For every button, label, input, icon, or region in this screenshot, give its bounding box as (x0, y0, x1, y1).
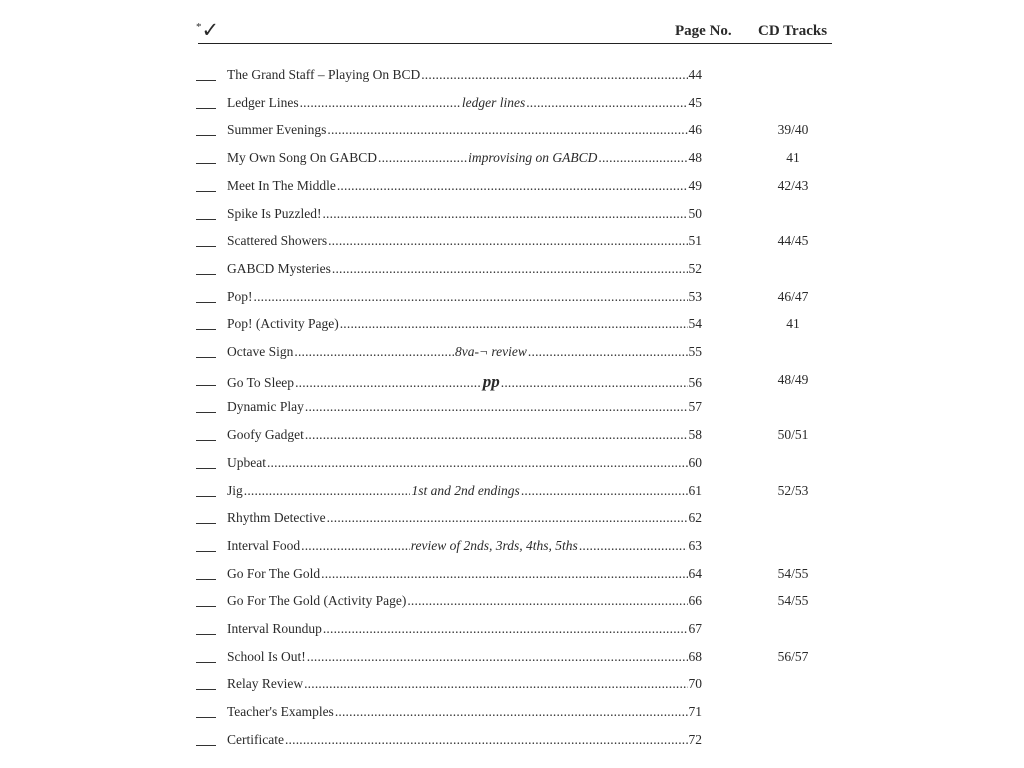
toc-entry-line (227, 122, 702, 138)
toc-entry-line (227, 316, 702, 332)
dot-leader (323, 621, 688, 637)
checkbox-blank-line (196, 302, 216, 303)
checkbox-blank-line (196, 523, 216, 524)
dot-leader (521, 483, 688, 499)
toc-title: Goofy Gadget (227, 427, 304, 442)
toc-row (196, 704, 816, 724)
dot-leader (528, 344, 688, 360)
cd-tracks-column-header: CD Tracks (758, 23, 828, 39)
header-rule (198, 43, 832, 44)
toc-entry-line (227, 67, 702, 83)
toc-page-number: 48 (688, 150, 702, 165)
toc-title: My Own Song On GABCD (227, 150, 378, 165)
dot-leader (305, 427, 688, 443)
toc-cd-track: 52/53 (777, 483, 809, 498)
toc-row (196, 261, 816, 281)
toc-entry-line (227, 150, 702, 166)
toc-row (196, 538, 816, 558)
checkmark-icon (196, 18, 219, 43)
toc-cd-track: 54/55 (777, 593, 809, 608)
toc-page-number: 49 (688, 178, 702, 193)
toc-row (196, 67, 816, 87)
toc-row (196, 372, 816, 392)
toc-row (196, 510, 816, 530)
dot-leader (327, 122, 687, 138)
toc-row (196, 122, 816, 142)
toc-page-number: 57 (688, 399, 702, 414)
toc-entry-line (227, 344, 702, 360)
toc-row (196, 593, 816, 613)
toc-cd-track: 41 (786, 316, 800, 331)
toc-entry-line (227, 510, 702, 526)
toc-row (196, 178, 816, 198)
toc-concept: 1st and 2nd endings (411, 483, 520, 498)
toc-page-number: 58 (688, 427, 702, 442)
toc-page-number: 63 (688, 538, 702, 553)
toc-row (196, 621, 816, 641)
dot-leader (301, 538, 410, 554)
checkbox-blank-line (196, 108, 216, 109)
toc-entry-line (227, 704, 702, 720)
checkbox-blank-line (196, 662, 216, 663)
dot-leader (321, 566, 687, 582)
dot-leader (421, 67, 687, 83)
toc-row (196, 316, 816, 336)
toc-title: Spike Is Puzzled! (227, 206, 322, 221)
toc-title: Go For The Gold (227, 566, 321, 581)
dot-leader (307, 649, 688, 665)
toc-page-number: 68 (688, 649, 702, 664)
toc-entry-line (227, 676, 702, 692)
toc-cd-track: 50/51 (777, 427, 809, 442)
toc-entry-line (227, 95, 702, 111)
toc-cd-track: 48/49 (777, 372, 809, 387)
toc-entry-line (227, 178, 702, 194)
checkbox-blank-line (196, 634, 216, 635)
toc-entry-line (227, 427, 702, 443)
dot-leader (244, 483, 411, 499)
toc-concept: improvising on GABCD (468, 150, 598, 165)
toc-entry-line (227, 372, 702, 392)
checkbox-blank-line (196, 689, 216, 690)
check-glyph: ✓ (201, 18, 220, 42)
checkbox-blank-line (196, 412, 216, 413)
toc-page-number: 67 (688, 621, 702, 636)
toc-page-number: 52 (688, 261, 702, 276)
dot-leader (267, 455, 688, 471)
toc-page-number: 45 (688, 95, 702, 110)
toc-row (196, 566, 816, 586)
dot-leader (285, 732, 688, 748)
toc-entry-line (227, 289, 702, 305)
dot-leader (327, 510, 688, 526)
toc-title: Jig (227, 483, 243, 498)
toc-entry-line (227, 455, 702, 471)
toc-title: Octave Sign (227, 344, 294, 359)
checkbox-blank-line (196, 80, 216, 81)
page-number-column-header: Page No. (675, 23, 732, 39)
checkbox-blank-line (196, 745, 216, 746)
toc-cd-track: 46/47 (777, 289, 809, 304)
toc-title: Interval Food (227, 538, 301, 553)
dot-leader (254, 289, 688, 305)
toc-entry-line (227, 206, 702, 222)
dot-leader (337, 178, 688, 194)
toc-page-number: 71 (688, 704, 702, 719)
toc-row (196, 399, 816, 419)
dot-leader (378, 150, 467, 166)
toc-concept: review of 2nds, 3rds, 4ths, 5ths (410, 538, 578, 553)
toc-page-number: 55 (688, 344, 702, 359)
toc-entry-line (227, 732, 702, 748)
toc-title: Interval Roundup (227, 621, 322, 636)
toc-entry-line (227, 483, 702, 499)
toc-title: Pop! (227, 289, 253, 304)
toc-page-number: 62 (688, 510, 702, 525)
dot-leader (598, 150, 687, 166)
toc-row (196, 95, 816, 115)
toc-title: Meet In The Middle (227, 178, 336, 193)
checkbox-blank-line (196, 191, 216, 192)
toc-title: Summer Evenings (227, 122, 327, 137)
toc-cd-track: 42/43 (777, 178, 809, 193)
toc-title: Upbeat (227, 455, 266, 470)
toc-page-number: 51 (688, 233, 702, 248)
checkbox-blank-line (196, 135, 216, 136)
toc-title: The Grand Staff – Playing On BCD (227, 67, 421, 82)
toc-title: Teacher's Examples (227, 704, 334, 719)
toc-title: Certificate (227, 732, 284, 747)
dot-leader (407, 593, 687, 609)
toc-cd-track: 54/55 (777, 566, 809, 581)
toc-row (196, 732, 816, 752)
toc-entry-line (227, 538, 702, 554)
toc-title: GABCD Mysteries (227, 261, 331, 276)
toc-row (196, 233, 816, 253)
toc-row (196, 206, 816, 226)
checkbox-blank-line (196, 717, 216, 718)
checkbox-blank-line (196, 163, 216, 164)
toc-entry-line (227, 621, 702, 637)
toc-title: Scattered Showers (227, 233, 328, 248)
toc-title: Pop! (Activity Page) (227, 316, 339, 331)
checkbox-blank-line (196, 440, 216, 441)
checkbox-blank-line (196, 219, 216, 220)
toc-cd-track: 56/57 (777, 649, 809, 664)
checkbox-blank-line (196, 385, 216, 386)
toc-entry-line (227, 399, 702, 415)
toc-title: School Is Out! (227, 649, 306, 664)
dot-leader (340, 316, 688, 332)
toc-page-number: 50 (688, 206, 702, 221)
asterisk: * (196, 21, 202, 33)
toc-entry-line (227, 593, 702, 609)
checkbox-blank-line (196, 274, 216, 275)
dot-leader (332, 261, 688, 277)
toc-page-number: 54 (688, 316, 702, 331)
toc-page-number: 46 (688, 122, 702, 137)
toc-page-number: 56 (688, 375, 702, 390)
toc-row (196, 483, 816, 503)
checkbox-blank-line (196, 246, 216, 247)
toc-cd-track: 44/45 (777, 233, 809, 248)
dot-leader (322, 206, 687, 222)
toc-row (196, 150, 816, 170)
toc-row (196, 427, 816, 447)
toc-entry-line (227, 566, 702, 582)
dot-leader (300, 95, 461, 111)
toc-row (196, 649, 816, 669)
dot-leader (305, 399, 688, 415)
toc-title: Ledger Lines (227, 95, 299, 110)
toc-title: Go For The Gold (Activity Page) (227, 593, 407, 608)
toc-page-number: 70 (688, 676, 702, 691)
toc-entry-line (227, 261, 702, 277)
toc-concept: ledger lines (461, 95, 526, 110)
checkbox-blank-line (196, 551, 216, 552)
checkbox-blank-line (196, 357, 216, 358)
dot-leader (335, 704, 688, 720)
toc-entry-line (227, 233, 702, 249)
dot-leader (526, 95, 687, 111)
dot-leader (579, 538, 688, 554)
toc-page-number: 53 (688, 289, 702, 304)
toc-page-number: 64 (688, 566, 702, 581)
toc-page-number: 60 (688, 455, 702, 470)
toc-cd-track: 41 (786, 150, 800, 165)
checkbox-blank-line (196, 329, 216, 330)
dot-leader (501, 375, 688, 391)
toc-page-number: 66 (688, 593, 702, 608)
toc-page-number: 72 (688, 732, 702, 747)
dot-leader (294, 344, 454, 360)
toc-entry-line (227, 649, 702, 665)
toc-title: Rhythm Detective (227, 510, 326, 525)
toc-title: Relay Review (227, 676, 304, 691)
checkbox-blank-line (196, 496, 216, 497)
checkbox-blank-line (196, 468, 216, 469)
toc-cd-track: 39/40 (777, 122, 809, 137)
toc-title: Go To Sleep (227, 375, 295, 390)
toc-concept: 8va-¬ review (454, 344, 527, 359)
toc-page-number: 44 (688, 67, 702, 82)
toc-header (196, 14, 832, 44)
checkbox-blank-line (196, 579, 216, 580)
toc-row (196, 289, 816, 309)
toc-row (196, 344, 816, 364)
toc-concept: pp (482, 372, 500, 391)
dot-leader (328, 233, 687, 249)
toc-title: Dynamic Play (227, 399, 304, 414)
checkbox-blank-line (196, 606, 216, 607)
toc-page-number: 61 (688, 483, 702, 498)
toc-row (196, 676, 816, 696)
toc-row (196, 455, 816, 475)
dot-leader (304, 676, 687, 692)
dot-leader (295, 375, 482, 391)
